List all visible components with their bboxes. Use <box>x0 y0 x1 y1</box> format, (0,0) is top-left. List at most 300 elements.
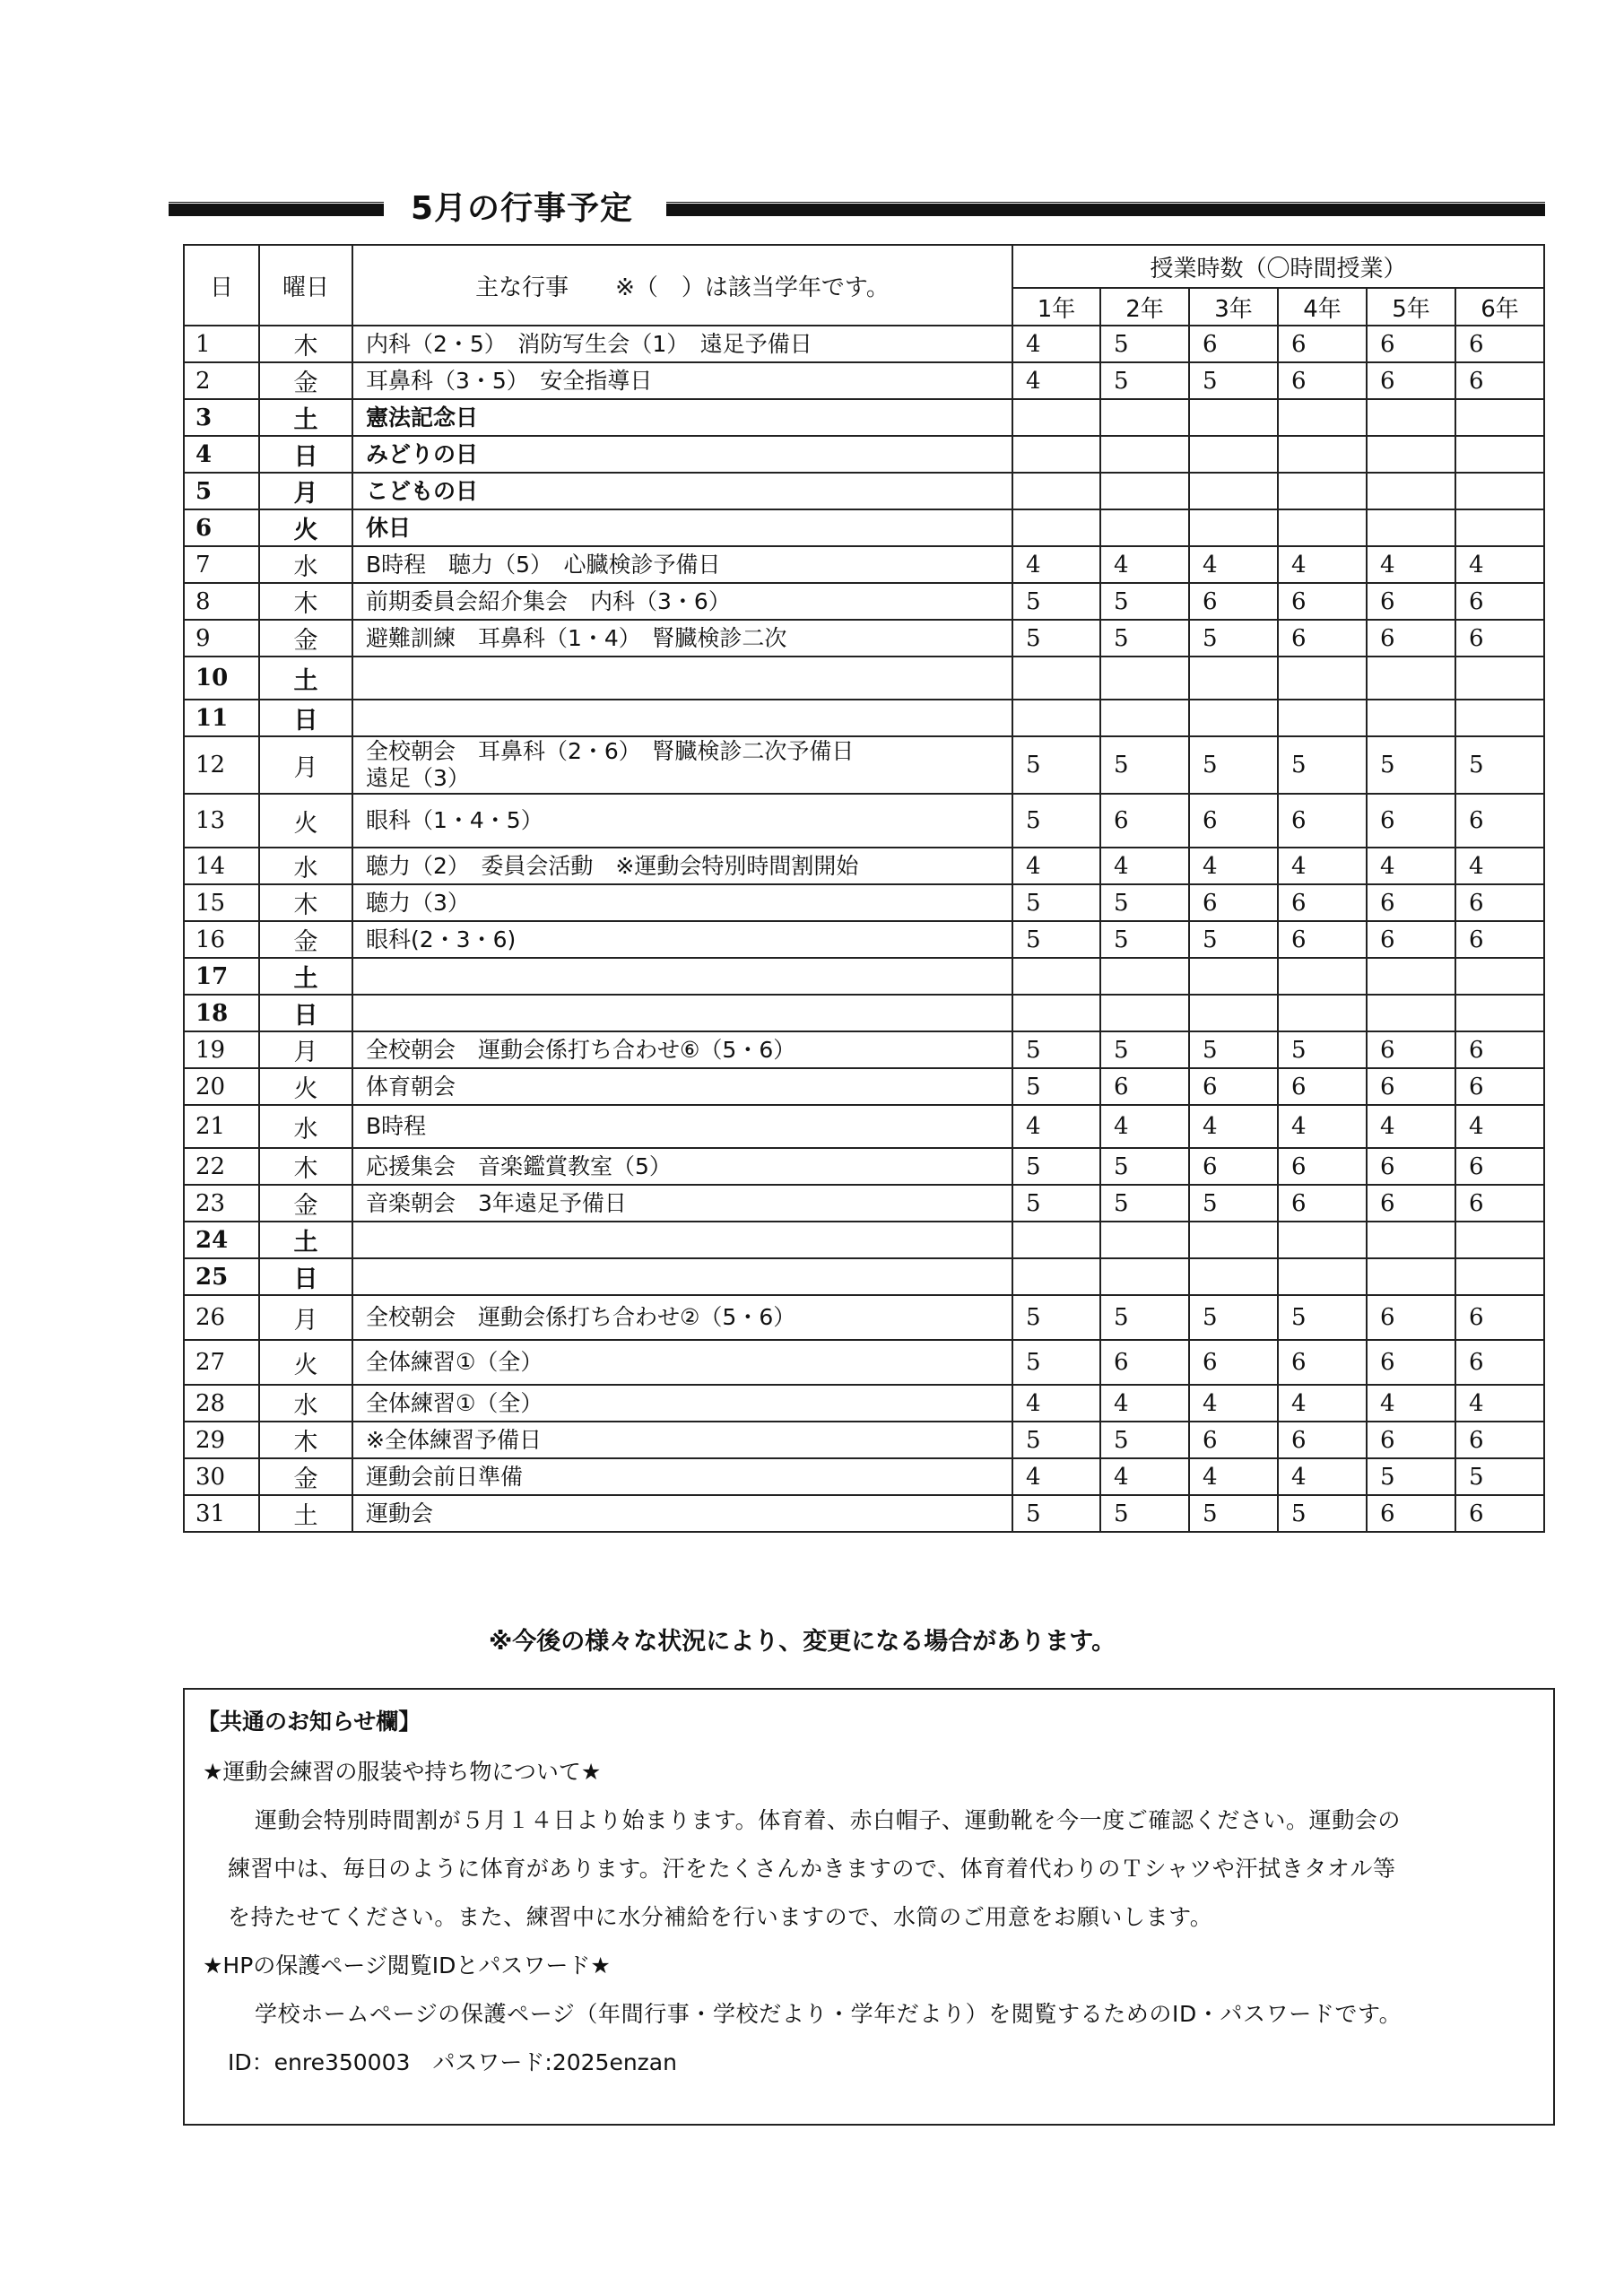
cell-hours-grade-1: 4 <box>1012 1385 1100 1422</box>
cell-hours-grade-6 <box>1455 436 1544 473</box>
table-row <box>184 620 1544 657</box>
table-row <box>184 657 1544 700</box>
cell-hours-grade-2 <box>1100 473 1189 509</box>
cell-hours-grade-5: 4 <box>1367 1105 1455 1148</box>
cell-weekday: 日 <box>259 436 352 473</box>
cell-hours-grade-1: 5 <box>1012 1495 1100 1532</box>
cell-hours-grade-4: 6 <box>1278 362 1367 399</box>
cell-hours-grade-6 <box>1455 995 1544 1031</box>
change-note: ※今後の様々な状況により、変更になる場合があります。 <box>489 1628 1116 1656</box>
cell-weekday: 金 <box>259 1185 352 1222</box>
cell-hours-grade-3: 5 <box>1189 1495 1278 1532</box>
cell-hours-grade-6 <box>1455 399 1544 436</box>
cell-day: 27 <box>184 1340 259 1385</box>
cell-day: 22 <box>184 1148 259 1185</box>
cell-events <box>352 1031 1012 1068</box>
schedule-table <box>183 244 1545 1533</box>
header-weekday: 曜日 <box>259 245 352 326</box>
cell-hours-grade-1 <box>1012 473 1100 509</box>
cell-hours-grade-1: 4 <box>1012 546 1100 583</box>
cell-events <box>352 1105 1012 1148</box>
cell-hours-grade-1: 5 <box>1012 736 1100 794</box>
cell-day: 6 <box>184 509 259 546</box>
title-bar <box>169 183 1545 235</box>
cell-hours-grade-4 <box>1278 399 1367 436</box>
cell-day: 12 <box>184 736 259 794</box>
cell-hours-grade-2: 5 <box>1100 1031 1189 1068</box>
cell-events <box>352 1222 1012 1258</box>
cell-hours-grade-3 <box>1189 700 1278 736</box>
cell-hours-grade-3: 6 <box>1189 583 1278 620</box>
cell-hours-grade-5 <box>1367 509 1455 546</box>
cell-day: 16 <box>184 921 259 958</box>
cell-hours-grade-3: 6 <box>1189 1068 1278 1105</box>
cell-hours-grade-4 <box>1278 700 1367 736</box>
cell-hours-grade-2: 5 <box>1100 1295 1189 1340</box>
table-row <box>184 1340 1544 1385</box>
cell-events <box>352 700 1012 736</box>
cell-weekday: 火 <box>259 1068 352 1105</box>
cell-hours-grade-6: 6 <box>1455 1148 1544 1185</box>
event-text: 運動会 <box>366 1500 434 1526</box>
event-text: 休日 <box>366 514 412 541</box>
event-text: 内科（2・5） 消防写生会（1） 遠足予備日 <box>366 330 812 357</box>
cell-hours-grade-2: 4 <box>1100 1458 1189 1495</box>
cell-events <box>352 546 1012 583</box>
cell-hours-grade-6: 6 <box>1455 1495 1544 1532</box>
cell-events <box>352 399 1012 436</box>
header-grade-1: 1年 <box>1012 288 1100 326</box>
cell-hours-grade-4: 4 <box>1278 1458 1367 1495</box>
cell-hours-grade-5 <box>1367 1222 1455 1258</box>
cell-hours-grade-4: 4 <box>1278 1105 1367 1148</box>
cell-hours-grade-5: 6 <box>1367 1340 1455 1385</box>
cell-hours-grade-1: 5 <box>1012 921 1100 958</box>
cell-hours-grade-5: 6 <box>1367 326 1455 362</box>
cell-hours-grade-6: 6 <box>1455 1068 1544 1105</box>
cell-weekday: 木 <box>259 884 352 921</box>
table-row <box>184 958 1544 995</box>
cell-hours-grade-5: 6 <box>1367 620 1455 657</box>
cell-hours-grade-3: 5 <box>1189 1295 1278 1340</box>
cell-day: 30 <box>184 1458 259 1495</box>
cell-hours-grade-5: 6 <box>1367 884 1455 921</box>
cell-day: 13 <box>184 794 259 848</box>
cell-weekday: 土 <box>259 1495 352 1532</box>
cell-hours-grade-6: 6 <box>1455 1185 1544 1222</box>
cell-events <box>352 1340 1012 1385</box>
event-text: 憲法記念日 <box>366 404 479 430</box>
cell-hours-grade-4: 6 <box>1278 794 1367 848</box>
cell-weekday: 木 <box>259 1148 352 1185</box>
cell-hours-grade-3 <box>1189 473 1278 509</box>
event-text: 耳鼻科（3・5） 安全指導日 <box>366 367 653 394</box>
cell-hours-grade-1: 4 <box>1012 1458 1100 1495</box>
cell-weekday: 土 <box>259 1222 352 1258</box>
cell-day: 26 <box>184 1295 259 1340</box>
table-row <box>184 509 1544 546</box>
cell-hours-grade-6 <box>1455 1222 1544 1258</box>
cell-hours-grade-2: 5 <box>1100 736 1189 794</box>
cell-weekday: 金 <box>259 620 352 657</box>
table-row <box>184 921 1544 958</box>
cell-hours-grade-1 <box>1012 657 1100 700</box>
cell-hours-grade-5: 6 <box>1367 1185 1455 1222</box>
cell-day: 15 <box>184 884 259 921</box>
cell-events <box>352 1258 1012 1295</box>
event-text: B時程 <box>366 1113 427 1139</box>
table-row <box>184 546 1544 583</box>
cell-hours-grade-1: 5 <box>1012 794 1100 848</box>
cell-weekday: 金 <box>259 921 352 958</box>
cell-hours-grade-3 <box>1189 509 1278 546</box>
cell-hours-grade-5: 5 <box>1367 736 1455 794</box>
cell-hours-grade-4: 6 <box>1278 884 1367 921</box>
cell-hours-grade-3: 4 <box>1189 1105 1278 1148</box>
cell-hours-grade-6: 6 <box>1455 1295 1544 1340</box>
cell-weekday: 土 <box>259 657 352 700</box>
notice-heading: 【共通のお知らせ欄】 <box>197 1709 421 1735</box>
cell-hours-grade-5: 6 <box>1367 794 1455 848</box>
header-grade-4: 4年 <box>1278 288 1367 326</box>
cell-hours-grade-2: 5 <box>1100 884 1189 921</box>
cell-day: 17 <box>184 958 259 995</box>
cell-hours-grade-6 <box>1455 657 1544 700</box>
cell-hours-grade-3: 5 <box>1189 921 1278 958</box>
cell-hours-grade-4: 4 <box>1278 848 1367 884</box>
cell-weekday: 水 <box>259 848 352 884</box>
cell-hours-grade-6: 4 <box>1455 1385 1544 1422</box>
cell-weekday: 水 <box>259 546 352 583</box>
cell-hours-grade-1 <box>1012 1222 1100 1258</box>
cell-hours-grade-3 <box>1189 399 1278 436</box>
cell-hours-grade-3: 5 <box>1189 362 1278 399</box>
cell-hours-grade-2: 4 <box>1100 1105 1189 1148</box>
cell-hours-grade-2: 5 <box>1100 1148 1189 1185</box>
event-text: 応援集会 音楽鑑賞教室（5） <box>366 1152 672 1179</box>
cell-day: 1 <box>184 326 259 362</box>
cell-hours-grade-2: 5 <box>1100 1185 1189 1222</box>
cell-hours-grade-2: 4 <box>1100 546 1189 583</box>
event-text: 音楽朝会 3年遠足予備日 <box>366 1189 627 1216</box>
cell-hours-grade-5: 4 <box>1367 546 1455 583</box>
cell-hours-grade-4: 5 <box>1278 736 1367 794</box>
cell-hours-grade-5 <box>1367 1258 1455 1295</box>
cell-weekday: 金 <box>259 1458 352 1495</box>
cell-weekday: 火 <box>259 509 352 546</box>
table-row <box>184 736 1544 794</box>
cell-hours-grade-4 <box>1278 1258 1367 1295</box>
cell-hours-grade-4 <box>1278 509 1367 546</box>
cell-hours-grade-2: 4 <box>1100 848 1189 884</box>
cell-events <box>352 436 1012 473</box>
cell-weekday: 木 <box>259 583 352 620</box>
notice-section1-title: ★運動会練習の服装や持ち物について★ <box>203 1759 602 1785</box>
cell-day: 23 <box>184 1185 259 1222</box>
cell-hours-grade-6: 5 <box>1455 1458 1544 1495</box>
cell-day: 21 <box>184 1105 259 1148</box>
table-row <box>184 794 1544 848</box>
cell-hours-grade-6: 6 <box>1455 921 1544 958</box>
cell-events <box>352 1185 1012 1222</box>
event-text: 避難訓練 耳鼻科（1・4） 腎臓検診二次 <box>366 624 787 651</box>
event-text: 運動会前日準備 <box>366 1463 524 1490</box>
cell-events <box>352 362 1012 399</box>
cell-events <box>352 326 1012 362</box>
cell-events <box>352 1495 1012 1532</box>
cell-hours-grade-2: 5 <box>1100 1495 1189 1532</box>
cell-hours-grade-2 <box>1100 1258 1189 1295</box>
page-title: 5月の行事予定 <box>411 190 634 227</box>
cell-day: 2 <box>184 362 259 399</box>
cell-hours-grade-1: 5 <box>1012 1340 1100 1385</box>
cell-hours-grade-2: 5 <box>1100 921 1189 958</box>
cell-hours-grade-6: 6 <box>1455 1422 1544 1458</box>
cell-weekday: 月 <box>259 1031 352 1068</box>
table-row <box>184 1495 1544 1532</box>
cell-events <box>352 509 1012 546</box>
notice-box <box>183 1688 1555 2126</box>
event-text-line2: 遠足（3） <box>366 765 470 791</box>
cell-hours-grade-3: 6 <box>1189 1148 1278 1185</box>
table-row <box>184 884 1544 921</box>
header-events: 主な行事 ※（ ）は該当学年です。 <box>352 245 1012 326</box>
table-row <box>184 700 1544 736</box>
cell-hours-grade-3 <box>1189 958 1278 995</box>
cell-day: 7 <box>184 546 259 583</box>
cell-hours-grade-3: 4 <box>1189 546 1278 583</box>
cell-weekday: 水 <box>259 1105 352 1148</box>
cell-hours-grade-2 <box>1100 657 1189 700</box>
cell-weekday: 火 <box>259 794 352 848</box>
cell-hours-grade-2: 5 <box>1100 362 1189 399</box>
cell-hours-grade-5 <box>1367 473 1455 509</box>
cell-hours-grade-6 <box>1455 473 1544 509</box>
table-row <box>184 1185 1544 1222</box>
cell-weekday: 火 <box>259 1340 352 1385</box>
cell-hours-grade-4 <box>1278 1222 1367 1258</box>
cell-hours-grade-6: 6 <box>1455 583 1544 620</box>
notice-section1-line3: を持たせてください。また、練習中に水分補給を行いますので、水筒のご用意をお願いします。 <box>228 1904 1213 1930</box>
cell-hours-grade-4: 6 <box>1278 1148 1367 1185</box>
cell-hours-grade-2: 5 <box>1100 583 1189 620</box>
cell-weekday: 日 <box>259 995 352 1031</box>
cell-hours-grade-1: 4 <box>1012 848 1100 884</box>
cell-hours-grade-5: 6 <box>1367 583 1455 620</box>
cell-day: 10 <box>184 657 259 700</box>
cell-day: 25 <box>184 1258 259 1295</box>
cell-hours-grade-1: 5 <box>1012 1031 1100 1068</box>
header-grade-2: 2年 <box>1100 288 1189 326</box>
event-text: ※全体練習予備日 <box>366 1426 542 1453</box>
cell-hours-grade-3: 6 <box>1189 326 1278 362</box>
cell-hours-grade-1: 5 <box>1012 1068 1100 1105</box>
cell-day: 29 <box>184 1422 259 1458</box>
table-row <box>184 995 1544 1031</box>
cell-hours-grade-2 <box>1100 436 1189 473</box>
cell-events <box>352 657 1012 700</box>
cell-hours-grade-1: 5 <box>1012 583 1100 620</box>
cell-hours-grade-3 <box>1189 436 1278 473</box>
cell-hours-grade-5: 4 <box>1367 848 1455 884</box>
cell-hours-grade-1: 4 <box>1012 362 1100 399</box>
table-row <box>184 1385 1544 1422</box>
cell-hours-grade-3: 4 <box>1189 848 1278 884</box>
cell-hours-grade-6: 4 <box>1455 848 1544 884</box>
cell-hours-grade-5 <box>1367 657 1455 700</box>
cell-hours-grade-2 <box>1100 1222 1189 1258</box>
event-text: 眼科(2・3・6) <box>366 926 517 952</box>
table-row <box>184 1068 1544 1105</box>
cell-events <box>352 1385 1012 1422</box>
cell-events <box>352 583 1012 620</box>
event-text: B時程 聴力（5） 心臓検診予備日 <box>366 551 721 578</box>
cell-hours-grade-4: 6 <box>1278 1185 1367 1222</box>
cell-hours-grade-2: 5 <box>1100 620 1189 657</box>
cell-hours-grade-1 <box>1012 436 1100 473</box>
cell-hours-grade-4: 5 <box>1278 1031 1367 1068</box>
table-row <box>184 436 1544 473</box>
cell-hours-grade-3 <box>1189 1222 1278 1258</box>
cell-weekday: 月 <box>259 473 352 509</box>
cell-hours-grade-6: 6 <box>1455 1340 1544 1385</box>
cell-hours-grade-5: 6 <box>1367 362 1455 399</box>
cell-hours-grade-3: 5 <box>1189 1185 1278 1222</box>
table-row <box>184 399 1544 436</box>
cell-events <box>352 848 1012 884</box>
cell-hours-grade-4: 5 <box>1278 1495 1367 1532</box>
cell-hours-grade-3: 6 <box>1189 794 1278 848</box>
table-row <box>184 1148 1544 1185</box>
cell-hours-grade-5: 4 <box>1367 1385 1455 1422</box>
cell-hours-grade-1 <box>1012 509 1100 546</box>
cell-hours-grade-1 <box>1012 1258 1100 1295</box>
event-text: こどもの日 <box>366 477 479 504</box>
cell-hours-grade-4 <box>1278 657 1367 700</box>
cell-hours-grade-4: 6 <box>1278 1422 1367 1458</box>
notice-section1-line2: 練習中は、毎日のように体育があります。汗をたくさんかきますので、体育着代わりのＴシャツや汗拭きタオル等 <box>228 1856 1396 1882</box>
cell-day: 31 <box>184 1495 259 1532</box>
cell-day: 18 <box>184 995 259 1031</box>
cell-events <box>352 1148 1012 1185</box>
cell-hours-grade-1 <box>1012 995 1100 1031</box>
title-rule-left <box>169 201 384 216</box>
cell-hours-grade-3: 6 <box>1189 1340 1278 1385</box>
cell-day: 8 <box>184 583 259 620</box>
table-row <box>184 1422 1544 1458</box>
cell-hours-grade-2: 5 <box>1100 326 1189 362</box>
cell-hours-grade-4: 6 <box>1278 620 1367 657</box>
cell-hours-grade-3 <box>1189 995 1278 1031</box>
cell-weekday: 月 <box>259 736 352 794</box>
table-row <box>184 1258 1544 1295</box>
cell-hours-grade-4: 6 <box>1278 921 1367 958</box>
cell-hours-grade-6: 6 <box>1455 620 1544 657</box>
cell-events <box>352 1068 1012 1105</box>
table-row <box>184 1295 1544 1340</box>
cell-hours-grade-1: 5 <box>1012 1422 1100 1458</box>
cell-hours-grade-5: 6 <box>1367 921 1455 958</box>
event-text: 眼科（1・4・5） <box>366 807 543 833</box>
cell-weekday: 土 <box>259 958 352 995</box>
cell-hours-grade-6 <box>1455 509 1544 546</box>
notice-section2-line1: 学校ホームページの保護ページ（年間行事・学校だより・学年だより）を閲覧するためのID・パスワードです。 <box>255 2001 1403 2027</box>
cell-weekday: 水 <box>259 1385 352 1422</box>
cell-hours-grade-1 <box>1012 399 1100 436</box>
event-text: 全校朝会 運動会係打ち合わせ②（5・6） <box>366 1304 796 1330</box>
header-day: 日 <box>184 245 259 326</box>
cell-hours-grade-6 <box>1455 1258 1544 1295</box>
cell-events <box>352 794 1012 848</box>
cell-hours-grade-4 <box>1278 436 1367 473</box>
table-row <box>184 848 1544 884</box>
cell-weekday: 土 <box>259 399 352 436</box>
cell-hours-grade-2: 4 <box>1100 1385 1189 1422</box>
cell-weekday: 金 <box>259 362 352 399</box>
cell-events <box>352 995 1012 1031</box>
cell-hours-grade-6 <box>1455 958 1544 995</box>
event-text: 全校朝会 運動会係打ち合わせ⑥（5・6） <box>366 1036 796 1063</box>
cell-hours-grade-2 <box>1100 509 1189 546</box>
cell-day: 5 <box>184 473 259 509</box>
cell-hours-grade-2 <box>1100 958 1189 995</box>
table-row <box>184 1222 1544 1258</box>
cell-weekday: 木 <box>259 1422 352 1458</box>
cell-weekday: 日 <box>259 1258 352 1295</box>
cell-hours-grade-2: 5 <box>1100 1422 1189 1458</box>
cell-hours-grade-5: 6 <box>1367 1031 1455 1068</box>
cell-hours-grade-2 <box>1100 399 1189 436</box>
event-text: 体育朝会 <box>366 1073 456 1100</box>
event-text: 聴力（3） <box>366 889 470 916</box>
cell-hours-grade-4: 6 <box>1278 326 1367 362</box>
cell-hours-grade-1: 4 <box>1012 1105 1100 1148</box>
notice-section2-title: ★HPの保護ページ閲覧IDとパスワード★ <box>203 1952 611 1979</box>
cell-hours-grade-4: 6 <box>1278 1340 1367 1385</box>
table-row <box>184 1458 1544 1495</box>
cell-hours-grade-6: 6 <box>1455 362 1544 399</box>
cell-hours-grade-3: 4 <box>1189 1458 1278 1495</box>
cell-day: 24 <box>184 1222 259 1258</box>
cell-hours-grade-3 <box>1189 657 1278 700</box>
cell-hours-grade-5 <box>1367 436 1455 473</box>
table-row <box>184 1031 1544 1068</box>
cell-hours-grade-5: 5 <box>1367 1458 1455 1495</box>
schedule-body <box>184 326 1544 1532</box>
cell-hours-grade-5 <box>1367 399 1455 436</box>
cell-events <box>352 1458 1012 1495</box>
cell-events <box>352 1295 1012 1340</box>
cell-hours-grade-3: 4 <box>1189 1385 1278 1422</box>
cell-hours-grade-6: 6 <box>1455 1031 1544 1068</box>
cell-hours-grade-1: 4 <box>1012 326 1100 362</box>
cell-hours-grade-1 <box>1012 958 1100 995</box>
cell-hours-grade-3: 6 <box>1189 884 1278 921</box>
cell-hours-grade-1: 5 <box>1012 1295 1100 1340</box>
header-grade-3: 3年 <box>1189 288 1278 326</box>
event-text: 聴力（2） 委員会活動 ※運動会特別時間割開始 <box>366 852 859 879</box>
cell-day: 9 <box>184 620 259 657</box>
cell-hours-grade-6 <box>1455 700 1544 736</box>
cell-hours-grade-5: 6 <box>1367 1422 1455 1458</box>
cell-events <box>352 884 1012 921</box>
cell-hours-grade-2 <box>1100 700 1189 736</box>
event-text: 全体練習①（全） <box>366 1349 543 1375</box>
cell-hours-grade-1: 5 <box>1012 620 1100 657</box>
cell-hours-grade-5 <box>1367 700 1455 736</box>
event-text: みどりの日 <box>366 440 479 467</box>
table-row <box>184 473 1544 509</box>
